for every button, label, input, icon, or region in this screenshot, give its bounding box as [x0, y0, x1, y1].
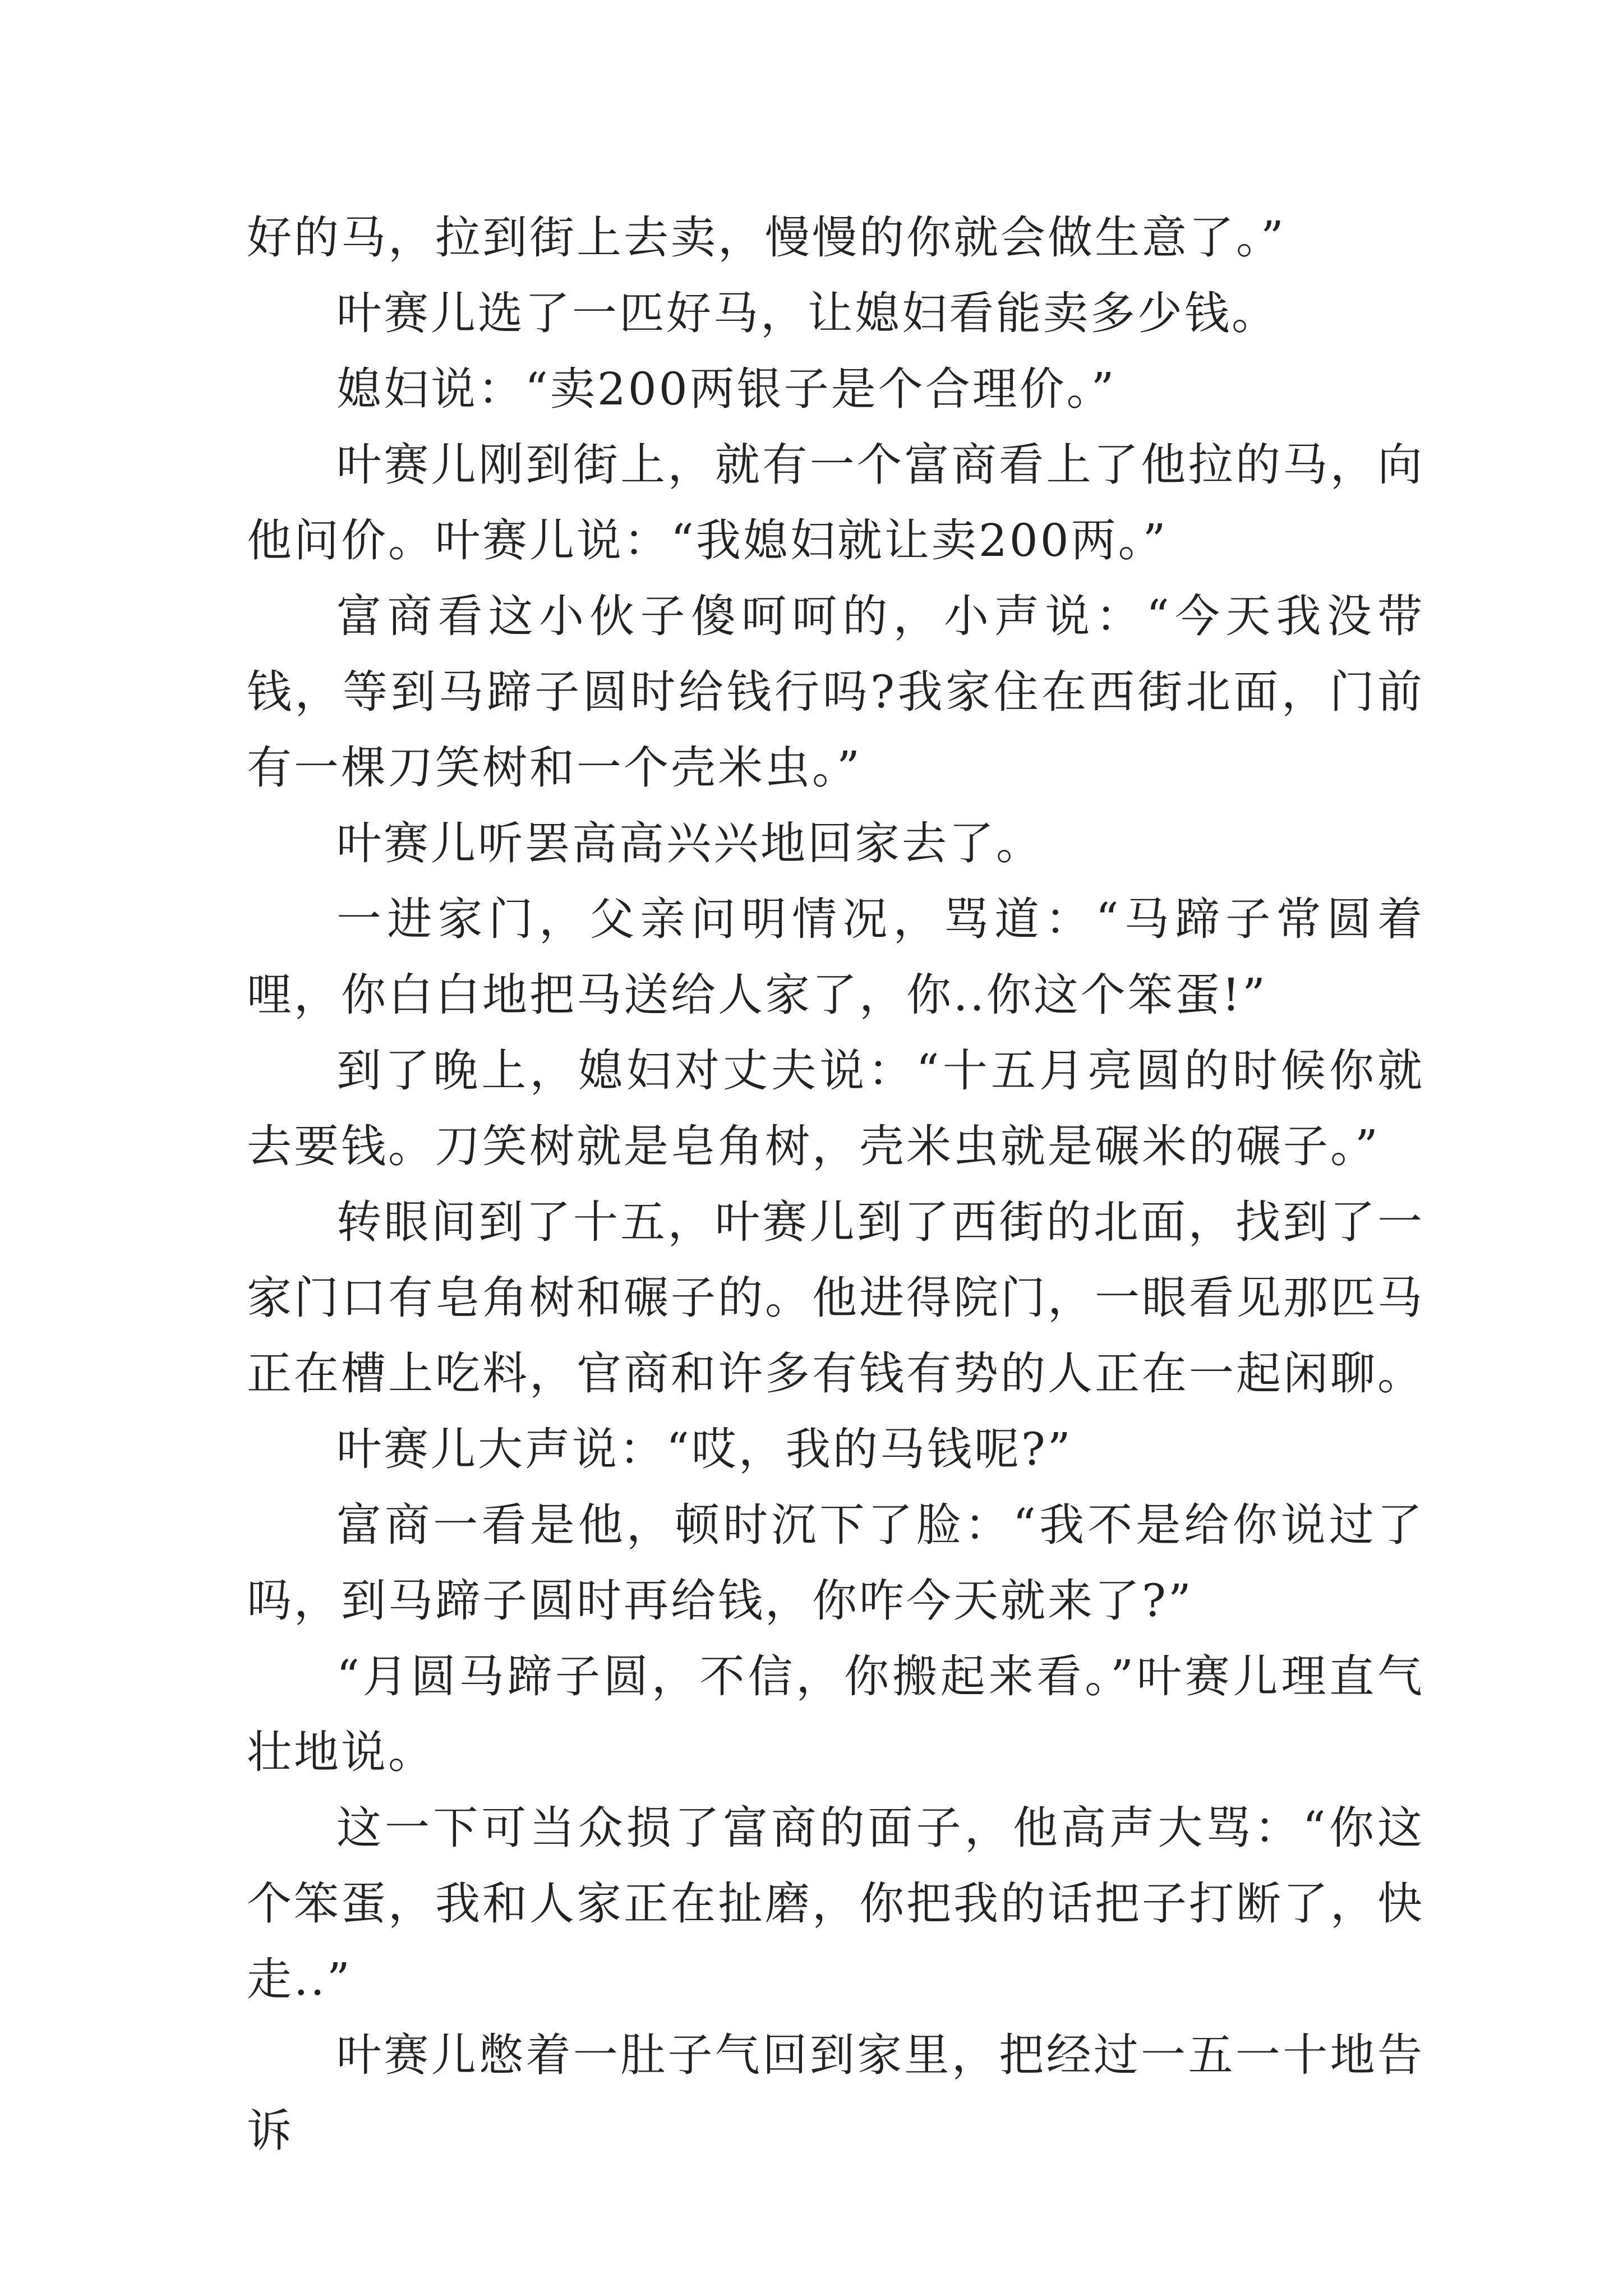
paragraph-13: 这一下可当众损了富商的面子，他高声大骂：“你这个笨蛋，我和人家正在扯磨，你把我的话把子打断了，快走..”	[247, 1802, 1424, 2005]
paragraph-6: 叶赛儿听罢高高兴兴地回家去了。	[336, 817, 1043, 869]
paragraph-10: 叶赛儿大声说：“哎，我的马钱呢?”	[336, 1423, 1073, 1475]
paragraph-4: 叶赛儿刚到街上，就有一个富商看上了他拉的马，向他问价。叶赛儿说：“我媳妇就让卖200两。”	[247, 439, 1424, 567]
paragraph-8: 到了晚上，媳妇对丈夫说：“十五月亮圆的时候你就去要钱。刀笑树就是皂角树，壳米虫就是碾米的碾子。”	[247, 1045, 1424, 1172]
paragraph-11: 富商一看是他，顿时沉下了脸：“我不是给你说过了吗，到马蹄子圆时再给钱，你咋今天就来了?”	[247, 1499, 1424, 1627]
paragraph-7: 一进家门，父亲问明情况，骂道：“马蹄子常圆着哩，你白白地把马送给人家了，你..你这个笨蛋!”	[247, 893, 1424, 1021]
body-text	[247, 200, 1424, 2169]
paragraph-2: 叶赛儿选了一匹好马，让媳妇看能卖多少钱。	[336, 287, 1279, 339]
paragraph-3: 媳妇说：“卖200两银子是个合理价。”	[336, 363, 1117, 415]
paragraph-1: 好的马，拉到街上去卖，慢慢的你就会做生意了。”	[247, 211, 1286, 264]
paragraph-14: 叶赛儿憋着一肚子气回到家里，把经过一五一十地告诉	[247, 2029, 1424, 2157]
paragraph-5: 富商看这小伙子傻呵呵的，小声说：“今天我没带钱，等到马蹄子圆时给钱行吗?我家住在西街北面，门前有一棵刀笑树和一个壳米虫。”	[247, 590, 1424, 794]
paragraph-12: “月圆马蹄子圆，不信，你搬起来看。”叶赛儿理直气壮地说。	[247, 1650, 1424, 1778]
paragraph-9: 转眼间到了十五，叶赛儿到了西街的北面，找到了一家门口有皂角树和碾子的。他进得院门，一眼看见那匹马正在槽上吃料，官商和许多有钱有势的人正在一起闲聊。	[247, 1196, 1424, 1400]
